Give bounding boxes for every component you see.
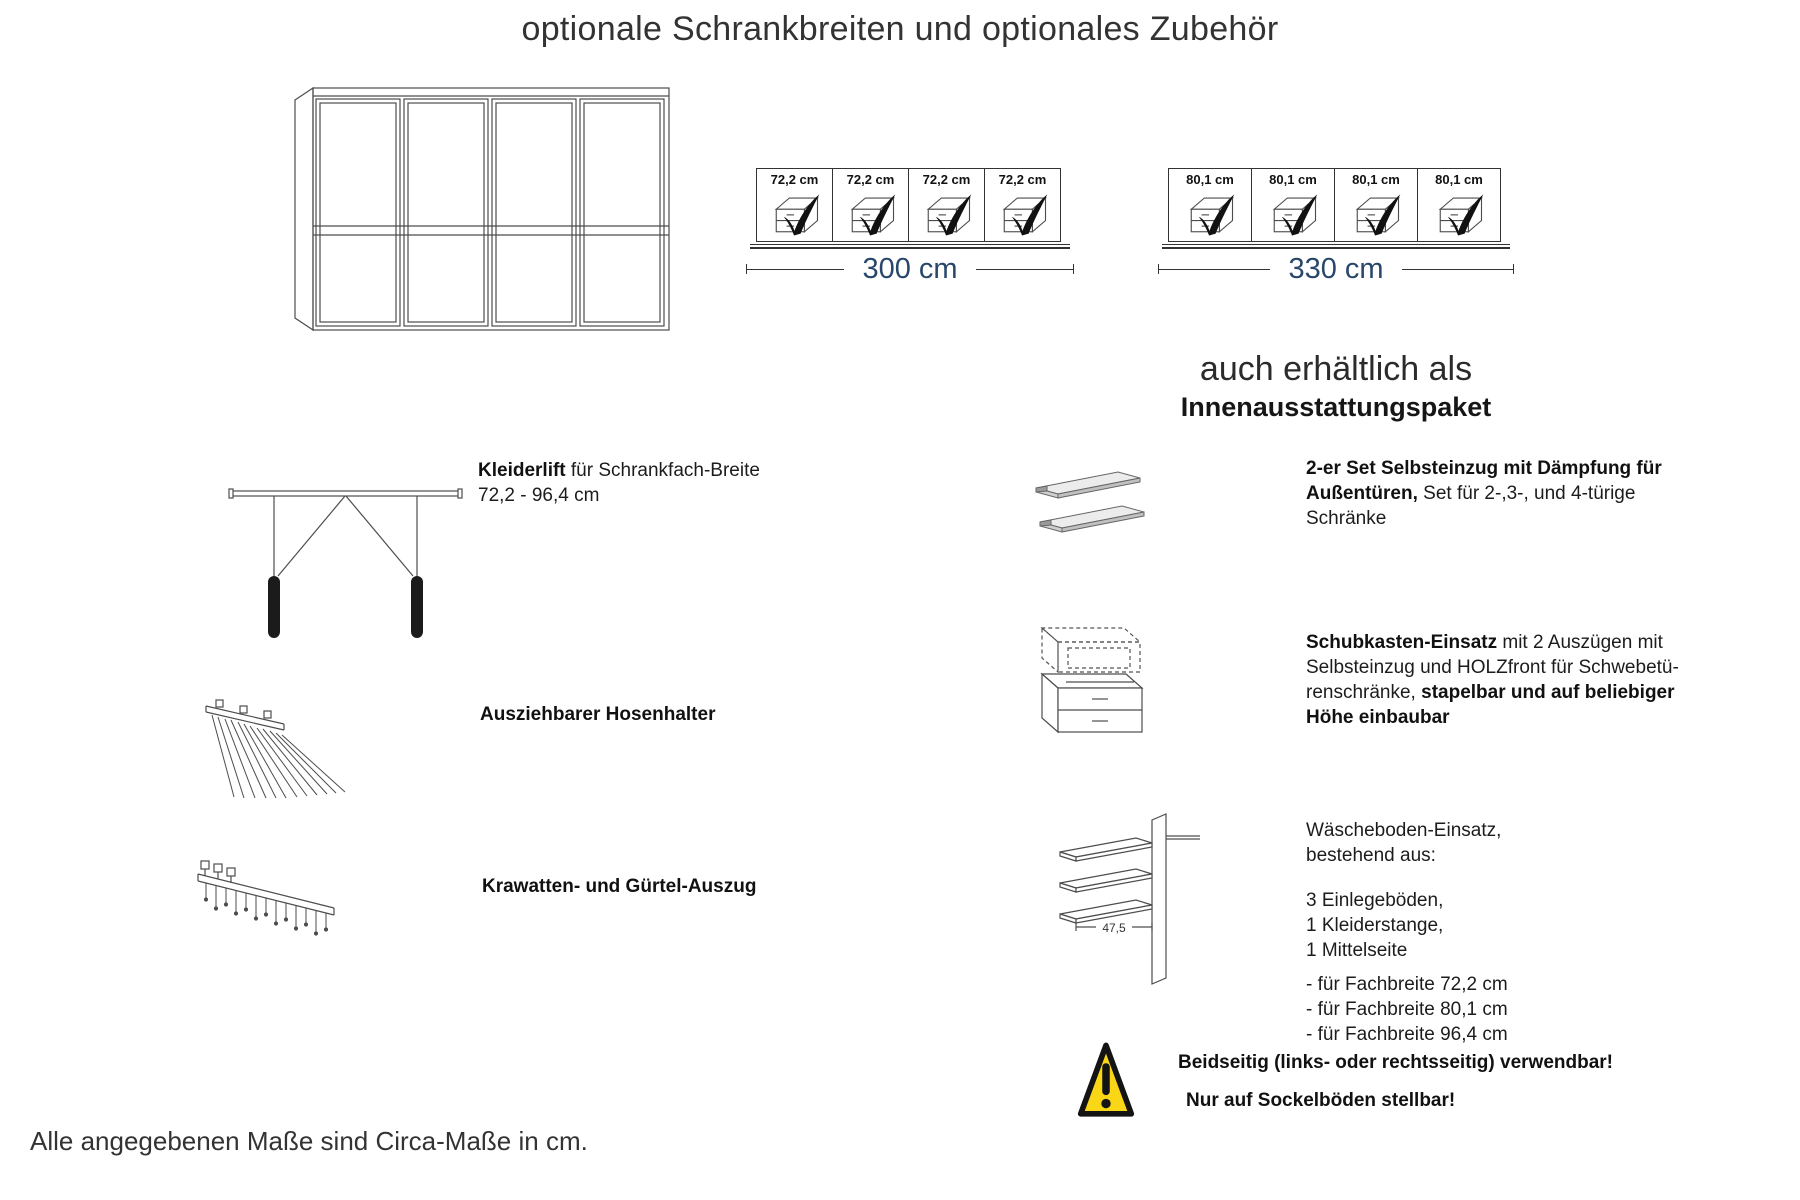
hosenhalter-title: Ausziehbarer Hosenhalter [480, 704, 716, 725]
cabinet-check-icon [1429, 188, 1489, 238]
waescheboden-dim3: - für Fachbreite 96,4 cm [1306, 1024, 1508, 1045]
waescheboden-line2: bestehend aus: [1306, 845, 1436, 866]
width-option-label: 72,2 cm [846, 172, 895, 187]
warning-icon [1076, 1038, 1136, 1124]
width-option-box [984, 168, 1061, 242]
cabinet-check-icon [1263, 188, 1323, 238]
width-group-300 [756, 168, 1061, 242]
krawatten-drawing [192, 858, 342, 966]
kleiderlift-line2: 72,2 - 96,4 cm [478, 485, 600, 506]
width-option-label: 80,1 cm [1352, 172, 1400, 187]
kleiderlift-drawing [228, 486, 463, 646]
package-heading-line1: auch erhältlich als [1199, 350, 1473, 388]
width-option-label: 80,1 cm [1186, 172, 1234, 187]
waescheboden-dim1: - für Fachbreite 72,2 cm [1306, 974, 1508, 995]
schubkasten-mid: mit 2 Auszügen mit Selbsteinzug und HOLZfront für Schwebetü-renschränke, [1306, 632, 1679, 703]
cabinet-check-icon [765, 188, 825, 238]
width-option-box [756, 168, 833, 242]
hosenhalter-drawing [200, 694, 410, 806]
krawatten-text [482, 874, 756, 899]
dimension-tick [1073, 264, 1074, 274]
group-330-baseline [1162, 244, 1510, 249]
width-option-box [1334, 168, 1418, 242]
width-option-label: 72,2 cm [770, 172, 819, 187]
dimension-line [976, 269, 1073, 270]
kleiderlift-title: Kleiderlift [478, 460, 566, 481]
wardrobe-drawing [292, 84, 672, 334]
cabinet-check-icon [917, 188, 977, 238]
schubkasten-bold1: Schubkasten-Einsatz [1306, 632, 1498, 653]
width-option-box [832, 168, 909, 242]
dimension-line [1159, 269, 1270, 270]
selbsteinzug-bold: 2-er Set Selbsteinzug mit Dämpfung für Außentüren, [1306, 458, 1662, 504]
selbsteinzug-text [1306, 456, 1678, 531]
dimension-line [747, 269, 844, 270]
width-option-label: 72,2 cm [922, 172, 971, 187]
package-heading-line2: Innenausstattungspaket [1180, 392, 1492, 422]
dimension-330 [1158, 252, 1514, 286]
width-option-label: 80,1 cm [1435, 172, 1483, 187]
selbsteinzug-drawing [1030, 466, 1150, 544]
selbsteinzug-rest: Set für 2-,3-, und 4-türige Schränke [1306, 483, 1636, 529]
waescheboden-item1: 3 Einlegeböden, [1306, 890, 1444, 911]
cabinet-check-icon [993, 188, 1053, 238]
warning-line1: Beidseitig (links- oder rechtsseitig) verwendbar! [1178, 1052, 1613, 1073]
waescheboden-line1: Wäscheboden-Einsatz, [1306, 820, 1502, 841]
hosenhalter-text [480, 702, 715, 727]
schubkasten-text [1306, 630, 1694, 730]
kleiderlift-desc: für Schrankfach-Breite [565, 460, 760, 481]
total-width-label: 330 cm [1288, 252, 1384, 285]
shelf-depth-label: 47,5 [1102, 921, 1126, 935]
waescheboden-text [1306, 818, 1636, 1047]
package-heading [1036, 350, 1636, 423]
waescheboden-dim2: - für Fachbreite 80,1 cm [1306, 999, 1508, 1020]
width-option-box [1417, 168, 1501, 242]
width-group-330 [1168, 168, 1501, 242]
width-option-box [908, 168, 985, 242]
dimension-tick [1513, 264, 1514, 274]
cabinet-check-icon [1180, 188, 1240, 238]
waescheboden-item3: 1 Mittelseite [1306, 940, 1408, 961]
width-option-box [1168, 168, 1252, 242]
schubkasten-drawing [1022, 622, 1167, 744]
width-option-label: 72,2 cm [998, 172, 1047, 187]
group-300-baseline [750, 244, 1070, 249]
total-width-label: 300 cm [862, 252, 958, 285]
footer-note: Alle angegebenen Maße sind Circa-Maße in cm. [30, 1126, 588, 1156]
dimension-line [1402, 269, 1513, 270]
width-option-label: 80,1 cm [1269, 172, 1317, 187]
page-title: optionale Schrankbreiten und optionales Zubehör [521, 10, 1279, 48]
waescheboden-item2: 1 Kleiderstange, [1306, 915, 1444, 936]
cabinet-check-icon [1346, 188, 1406, 238]
kleiderlift-text [478, 458, 788, 508]
kleiderlift-line1 [478, 458, 788, 483]
warning-line2: Nur auf Sockelböden stellbar! [1186, 1090, 1456, 1111]
dimension-300 [746, 252, 1074, 286]
krawatten-title: Krawatten- und Gürtel-Auszug [482, 876, 757, 897]
cabinet-check-icon [841, 188, 901, 238]
waescheboden-drawing [1052, 812, 1202, 987]
schubkasten-bold2: stapelbar und auf beliebiger Höhe einbaubar [1306, 682, 1675, 728]
width-option-box [1251, 168, 1335, 242]
